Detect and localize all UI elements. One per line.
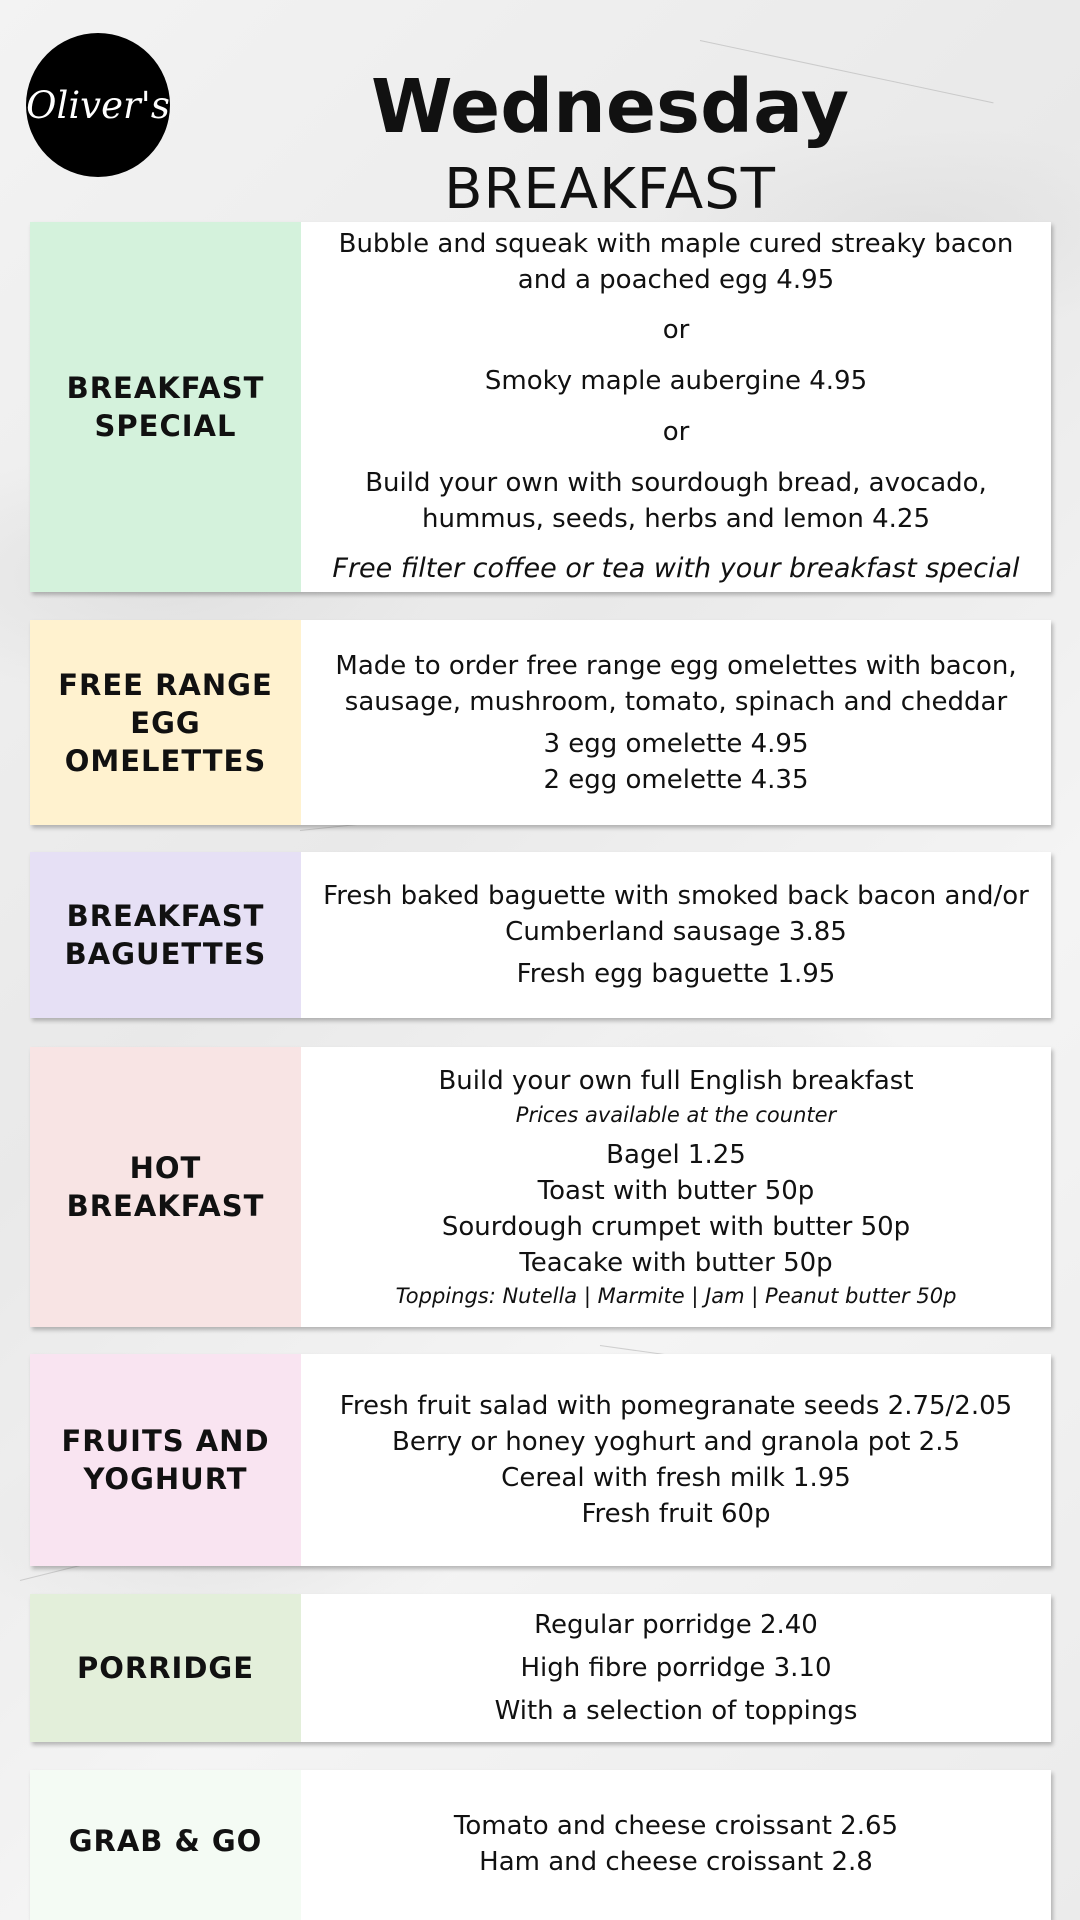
menu-line: With a selection of toppings <box>494 1695 858 1726</box>
menu-line: Ham and cheese croissant 2.8 <box>479 1847 873 1877</box>
section-label: BREAKFAST BAGUETTES <box>30 852 301 1018</box>
menu-line: Made to order free range egg omelettes with bacon, <box>335 650 1017 681</box>
menu-note: Prices available at the counter <box>515 1103 837 1127</box>
section-items <box>301 1594 1051 1742</box>
day-title: Wednesday <box>371 64 849 150</box>
menu-line: Fresh baked baguette with smoked back bacon and/or <box>323 881 1029 911</box>
logo-text: Oliver's <box>26 83 170 127</box>
menu-line: Build your own full English breakfast <box>438 1066 914 1096</box>
section-label: GRAB & GO <box>30 1770 301 1920</box>
menu-line: Bagel 1.25 <box>606 1140 746 1170</box>
menu-line: or <box>662 417 690 447</box>
section-items <box>301 1770 1051 1920</box>
menu-line: sausage, mushroom, tomato, spinach and cheddar <box>344 686 1008 717</box>
menu-line: Sourdough crumpet with butter 50p <box>441 1212 911 1242</box>
menu-line: Tomato and cheese croissant 2.65 <box>453 1811 899 1841</box>
section-label: PORRIDGE <box>30 1594 301 1742</box>
section-items <box>301 852 1051 1018</box>
menu-line: Cereal with fresh milk 1.95 <box>501 1463 851 1493</box>
menu-line: or <box>662 315 690 345</box>
menu-line: Fresh fruit salad with pomegranate seeds 2.75/2.05 <box>339 1391 1013 1421</box>
section-label: FRUITS AND YOGHURT <box>30 1354 301 1566</box>
olivers-logo <box>26 33 170 177</box>
section-fruits-yoghurt <box>30 1354 1051 1566</box>
menu-line: Cumberland sausage 3.85 <box>505 917 847 947</box>
section-egg-omelettes <box>30 620 1051 825</box>
section-items <box>301 1047 1051 1327</box>
section-porridge <box>30 1594 1051 1742</box>
menu-line: Fresh egg baguette 1.95 <box>516 959 836 989</box>
menu-note: Toppings: Nutella | Marmite | Jam | Peanut butter 50p <box>395 1284 957 1308</box>
section-items <box>301 620 1051 825</box>
menu-line: Fresh fruit 60p <box>581 1499 771 1529</box>
menu-line: Bubble and squeak with maple cured streaky bacon <box>338 229 1014 259</box>
section-items <box>301 222 1051 592</box>
section-breakfast-special <box>30 222 1051 592</box>
meal-title: BREAKFAST <box>444 157 776 222</box>
section-hot-breakfast <box>30 1047 1051 1327</box>
section-label: FREE RANGE EGG OMELETTES <box>30 620 301 825</box>
section-items <box>301 1354 1051 1566</box>
menu-line: Toast with butter 50p <box>537 1176 815 1206</box>
menu-line: hummus, seeds, herbs and lemon 4.25 <box>421 504 931 534</box>
section-grab-and-go <box>30 1770 1051 1920</box>
section-label: HOT BREAKFAST <box>30 1047 301 1327</box>
menu-line: 3 egg omelette 4.95 <box>543 728 809 759</box>
menu-line: Berry or honey yoghurt and granola pot 2.5 <box>391 1427 960 1457</box>
menu-line: Regular porridge 2.40 <box>534 1609 818 1640</box>
menu-line: 2 egg omelette 4.35 <box>543 764 809 795</box>
section-breakfast-baguettes <box>30 852 1051 1018</box>
menu-line: Teacake with butter 50p <box>519 1248 833 1278</box>
menu-line: High fibre porridge 3.10 <box>520 1652 832 1683</box>
menu-note: Free filter coffee or tea with your breakfast special <box>332 553 1020 584</box>
menu-line: Build your own with sourdough bread, avocado, <box>365 468 987 498</box>
section-label: BREAKFAST SPECIAL <box>30 222 301 592</box>
menu-line: and a poached egg 4.95 <box>517 265 835 295</box>
menu-line: Smoky maple aubergine 4.95 <box>484 366 868 396</box>
